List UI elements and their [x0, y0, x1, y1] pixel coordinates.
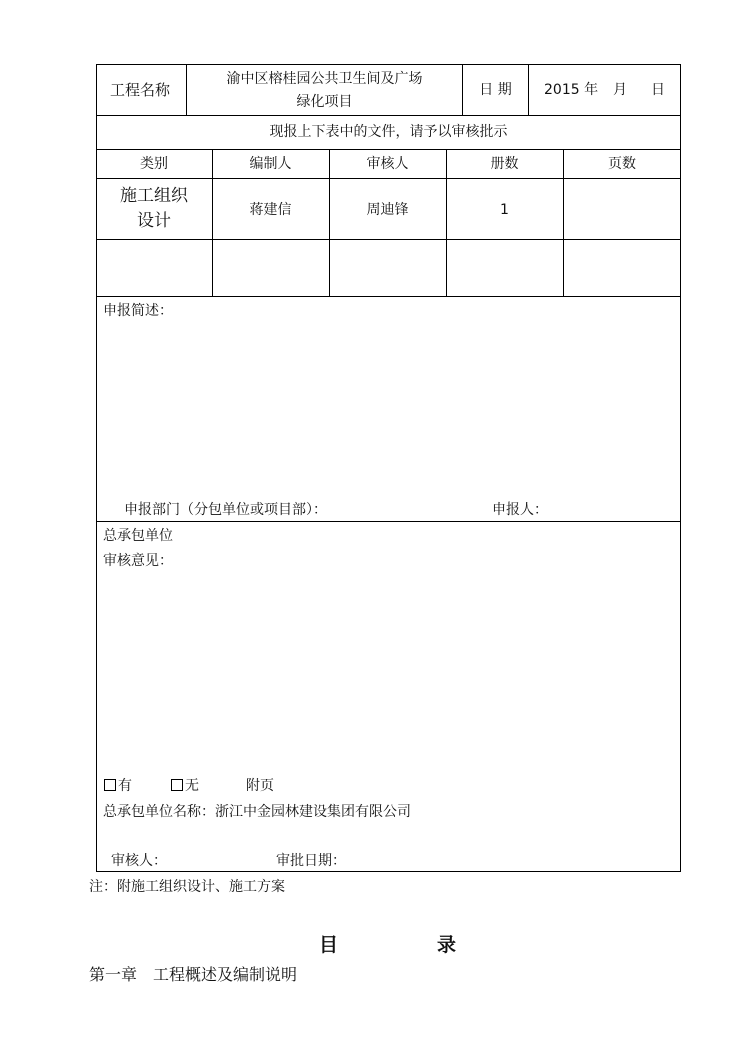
toc-title-right: 录	[437, 934, 457, 956]
col-divider	[563, 149, 564, 296]
checkbox-yes[interactable]	[104, 779, 116, 791]
col-divider	[329, 149, 330, 296]
column-header-pages: 页数	[608, 156, 636, 172]
option-no-label: 无	[185, 778, 199, 794]
col-divider	[446, 149, 447, 296]
row-divider	[96, 296, 681, 297]
col-divider	[212, 149, 213, 296]
checkbox-no[interactable]	[171, 779, 183, 791]
footnote: 注：附施工组织设计、施工方案	[89, 879, 285, 895]
cell-author: 蒋建信	[249, 202, 292, 218]
notice-text: 现报上下表中的文件，请予以审核批示	[269, 124, 508, 140]
date-month: 月	[613, 82, 627, 98]
row-divider	[96, 149, 681, 150]
report-dept-label: 申报部门（分包单位或项目部）：	[124, 502, 327, 518]
project-name-line1: 渝中区榕桂园公共卫生间及广场	[226, 71, 423, 87]
column-header-reviewer: 审核人	[366, 156, 409, 172]
approval-date-label: 审批日期：	[276, 853, 346, 869]
option-yes[interactable]	[104, 779, 132, 793]
reporter-label: 申报人：	[492, 502, 548, 518]
row-divider	[96, 239, 681, 240]
project-name-line2: 绿化项目	[296, 94, 353, 110]
column-header-category: 类别	[140, 156, 168, 172]
column-header-author: 编制人	[249, 156, 292, 172]
column-header-volumes: 册数	[490, 156, 519, 172]
date-day: 日	[651, 82, 665, 98]
cell-reviewer: 周迪锋	[366, 202, 409, 218]
summary-label: 申报简述：	[103, 303, 173, 319]
date-label: 日 期	[479, 82, 512, 98]
contractor-name-value: 浙江中金园林建设集团有限公司	[215, 804, 411, 820]
contractor-name	[103, 805, 411, 819]
date-year: 2015 年	[544, 82, 599, 98]
cell-volumes: 1	[500, 202, 509, 218]
project-name-label: 工程名称	[110, 81, 171, 99]
cell-category-line2: 设计	[137, 211, 171, 231]
row-divider	[96, 521, 681, 522]
reviewer-label: 审核人：	[111, 853, 167, 869]
row-divider	[96, 178, 681, 179]
contractor-name-label: 总承包单位名称：	[103, 804, 215, 820]
cell-category-line1: 施工组织	[120, 186, 188, 206]
contractor-unit-label: 总承包单位	[103, 528, 173, 544]
opinion-label: 审核意见：	[103, 553, 173, 569]
col-divider	[528, 64, 529, 115]
row-divider	[96, 115, 681, 116]
attachment-label: 附页	[246, 778, 274, 794]
option-no[interactable]	[171, 779, 199, 793]
option-yes-label: 有	[118, 778, 132, 794]
toc-chapter-1: 第一章 工程概述及编制说明	[89, 965, 298, 984]
toc-title-left: 目	[319, 934, 339, 956]
